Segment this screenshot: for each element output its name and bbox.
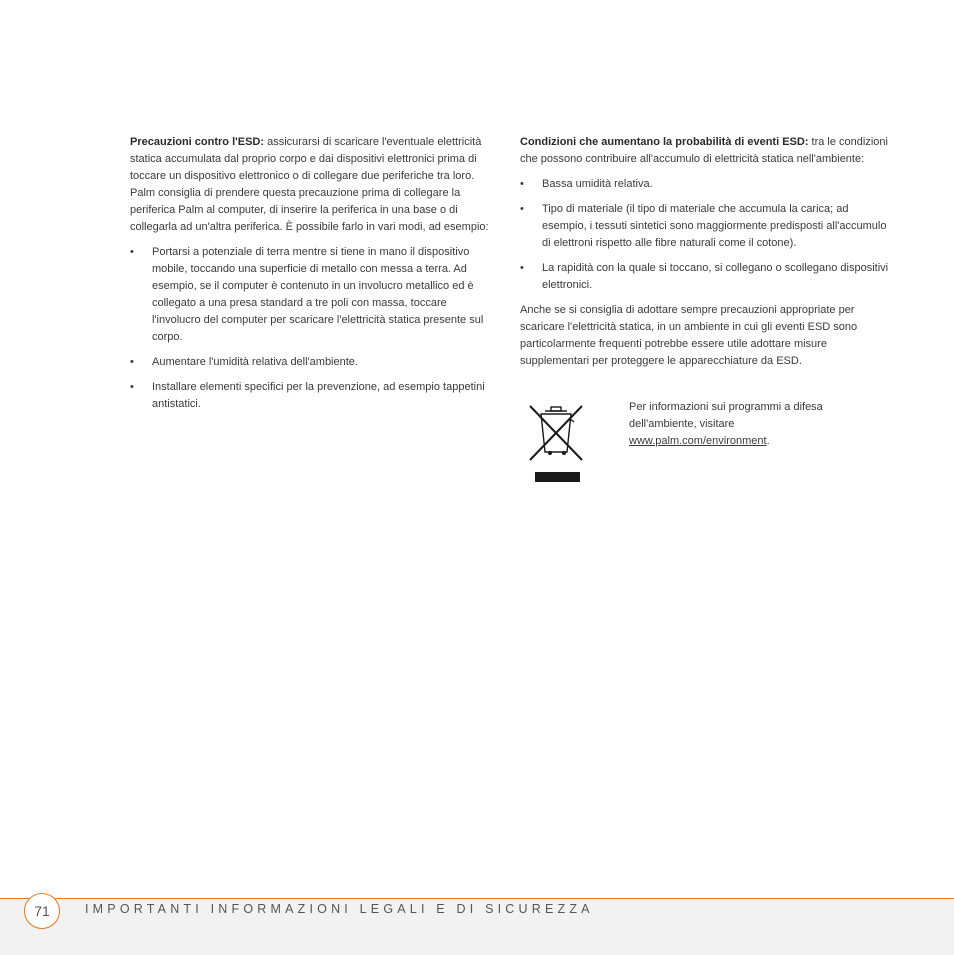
closing-paragraph: Anche se si consiglia di adottare sempre precauzioni appropriate per scaricare l'elettricità statica, in un ambiente in cui gli eventi ESD sono particolarmente frequenti potrebbe essere utile adottare misure supplementari per proteggere le apparecchiature da ESD. xyxy=(520,304,858,367)
list-item-text: Bassa umidità relativa. xyxy=(542,178,653,190)
left-column xyxy=(130,134,498,421)
esd-conditions-list xyxy=(520,176,890,294)
list-item xyxy=(130,244,498,346)
list-item xyxy=(520,176,890,193)
page-footer xyxy=(0,898,954,955)
esd-precautions-paragraph xyxy=(130,134,498,236)
list-item-text: Portarsi a potenziale di terra mentre si tiene in mano il dispositivo mobile, toccando una superficie di metallo con messa a terra. Ad esempio, se il computer è contenuto in un involucro metallico ed è collegato a una presa standard a tre poli con massa, toccare l'involucro del computer per scaricare l'elettricità statica presente sul corpo. xyxy=(152,246,484,343)
list-item xyxy=(520,201,890,252)
environment-link[interactable]: www.palm.com/environment xyxy=(629,435,767,447)
list-item xyxy=(130,354,498,371)
bullet-icon: • xyxy=(520,262,524,274)
bullet-icon: • xyxy=(130,381,134,393)
bullet-icon: • xyxy=(520,203,524,215)
list-item-text: Installare elementi specifici per la prevenzione, ad esempio tappetini antistatici. xyxy=(152,381,485,410)
environment-text: Per informazioni sui programmi a difesa dell'ambiente, visitare xyxy=(629,401,823,430)
list-item-text: La rapidità con la quale si toccano, si collegano o scollegano dispositivi elettronici. xyxy=(542,262,889,291)
esd-precautions-list xyxy=(130,244,498,413)
environment-trailing: . xyxy=(766,435,770,447)
bullet-icon: • xyxy=(130,246,134,258)
crossed-out-wheelie-bin-icon xyxy=(526,400,586,484)
esd-precautions-text: assicurarsi di scaricare l'eventuale elettricità statica accumulata dal proprio corpo e dai dispositivi elettronici prima di toccare un dispositivo elettronico o di collegare due periferiche tra loro. Palm consiglia di prendere questa precauzione prima di collegare la periferica Palm al computer, di inserire la periferica in una base o di collegarla ad un'altra periferica. È possibile farlo in vari modi, ad esempio: xyxy=(130,136,489,233)
bullet-icon: • xyxy=(130,356,134,368)
list-item xyxy=(520,260,890,294)
environment-note xyxy=(629,399,879,450)
bullet-icon: • xyxy=(520,178,524,190)
section-title: IMPORTANTI INFORMAZIONI LEGALI E DI SICUREZZA xyxy=(85,902,594,916)
page-number: 71 xyxy=(24,893,60,929)
esd-conditions-text: tra le condizioni che possono contribuire all'accumulo di elettricità statica nell'ambiente: xyxy=(520,136,888,165)
list-item xyxy=(130,379,498,413)
list-item-text: Aumentare l'umidità relativa dell'ambiente. xyxy=(152,356,358,368)
esd-conditions-heading: Condizioni che aumentano la probabilità di eventi ESD: xyxy=(520,136,809,148)
esd-conditions-paragraph xyxy=(520,134,890,168)
list-item-text: Tipo di materiale (il tipo di materiale che accumula la carica; ad esempio, i tessuti sintetici sono maggiormente predisposti all'accumulo di elettroni rispetto alle fibre naturali come il cotone). xyxy=(542,203,887,249)
esd-precautions-heading: Precauzioni contro l'ESD: xyxy=(130,136,265,148)
right-column xyxy=(520,134,890,378)
